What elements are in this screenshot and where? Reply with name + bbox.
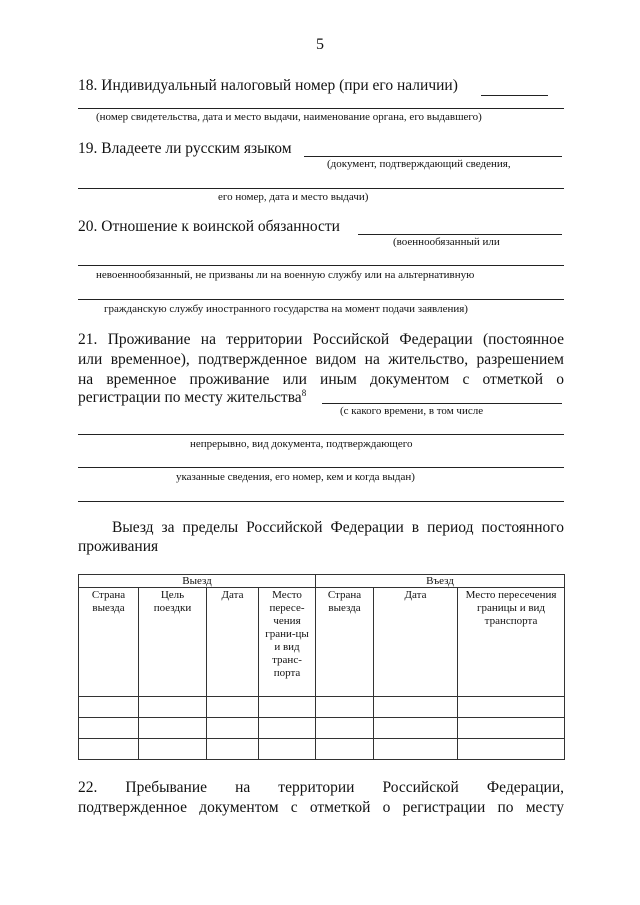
item-21-answer-line-1	[78, 434, 564, 435]
table-cell[interactable]	[374, 718, 458, 739]
item-19-inline-blank	[304, 156, 562, 157]
col-date-exit: Дата	[207, 588, 259, 697]
table-cell[interactable]	[259, 739, 316, 760]
col-border-exit: Место пересе-чения грани-цы и вид транс-порта	[259, 588, 316, 697]
table-cell[interactable]	[139, 739, 207, 760]
item-20-hint-3: гражданскую службу иностранного государства на момент подачи заявления)	[104, 303, 468, 315]
footnote-mark: 8	[301, 388, 307, 398]
item-19-hint-2: его номер, дата и место выдачи)	[218, 191, 369, 203]
table-cell[interactable]	[207, 739, 259, 760]
table-cell[interactable]	[316, 739, 374, 760]
item-18-title: 18. Индивидуальный налоговый номер (при его наличии)	[78, 77, 458, 94]
table-cell[interactable]	[458, 718, 565, 739]
header-exit: Выезд	[79, 575, 316, 588]
table-cell[interactable]	[458, 739, 565, 760]
item-18-answer-line	[78, 108, 564, 109]
item-20-inline-blank	[358, 234, 562, 235]
trips-table	[78, 574, 565, 760]
item-21-line-1: 21. Проживание на территории Российской Федерации (постоянное	[78, 331, 564, 348]
item-21-line-4: регистрации по месту жительства$^8$	[78, 388, 307, 406]
item-21-hint-2: непрерывно, вид документа, подтверждающего	[190, 438, 413, 450]
table-cell[interactable]	[458, 697, 565, 718]
page-number: 5	[316, 36, 324, 53]
col-border-entry: Место пересечения границы и вид транспорта	[458, 588, 565, 697]
table-cell[interactable]	[316, 718, 374, 739]
item-20-answer-line-2	[78, 299, 564, 300]
col-country-exit: Страна выезда	[79, 588, 139, 697]
header-entry: Въезд	[316, 575, 565, 588]
table-cell[interactable]	[374, 739, 458, 760]
item-19-title: 19. Владеете ли русским языком	[78, 140, 292, 157]
item-21-line-3: на временное проживание или иным документом с отметкой о	[78, 371, 564, 388]
table-cell[interactable]	[207, 718, 259, 739]
item-21-inline-blank	[322, 403, 562, 404]
item-18-hint: (номер свидетельства, дата и место выдачи, наименование органа, его выдавшего)	[96, 111, 482, 123]
table-row	[79, 697, 565, 718]
table-row	[79, 739, 565, 760]
col-country-entry: Страна выезда	[316, 588, 374, 697]
item-20-hint-2: невоеннообязанный, не призваны ли на военную службу или на альтернативную	[96, 269, 475, 281]
item-22-line-2: подтвержденное документом с отметкой о регистрации по месту	[78, 799, 564, 816]
item-21-hint-1: (с какого времени, в том числе	[340, 405, 484, 417]
table-cell[interactable]	[79, 718, 139, 739]
item-22-line-1: 22. Пребывание на территории Российской Федерации,	[78, 779, 564, 796]
table-cell[interactable]	[79, 697, 139, 718]
table-cell[interactable]	[259, 718, 316, 739]
item-21-answer-line-3	[78, 501, 564, 502]
table-cell[interactable]	[139, 718, 207, 739]
table-cell[interactable]	[139, 697, 207, 718]
exit-section-line-2: проживания	[78, 538, 159, 555]
item-21-hint-3: указанные сведения, его номер, кем и когда выдан)	[176, 471, 415, 483]
item-20-answer-line-1	[78, 265, 564, 266]
col-purpose: Цель поездки	[139, 588, 207, 697]
item-20-title: 20. Отношение к воинской обязанности	[78, 218, 340, 235]
table-cell[interactable]	[374, 697, 458, 718]
col-date-entry: Дата	[374, 588, 458, 697]
table-row	[79, 718, 565, 739]
exit-section-line-1: Выезд за пределы Российской Федерации в период постоянного	[112, 519, 564, 536]
item-19-answer-line	[78, 188, 564, 189]
item-20-hint-1: (военнообязанный или	[393, 236, 500, 248]
item-18-inline-blank	[481, 95, 548, 96]
item-19-hint-1: (документ, подтверждающий сведения,	[327, 158, 511, 170]
table-cell[interactable]	[316, 697, 374, 718]
table-cell[interactable]	[79, 739, 139, 760]
table-cell[interactable]	[259, 697, 316, 718]
item-21-answer-line-2	[78, 467, 564, 468]
item-21-line-2: или временное), подтвержденное видом на жительство, разрешением	[78, 351, 564, 368]
table-cell[interactable]	[207, 697, 259, 718]
